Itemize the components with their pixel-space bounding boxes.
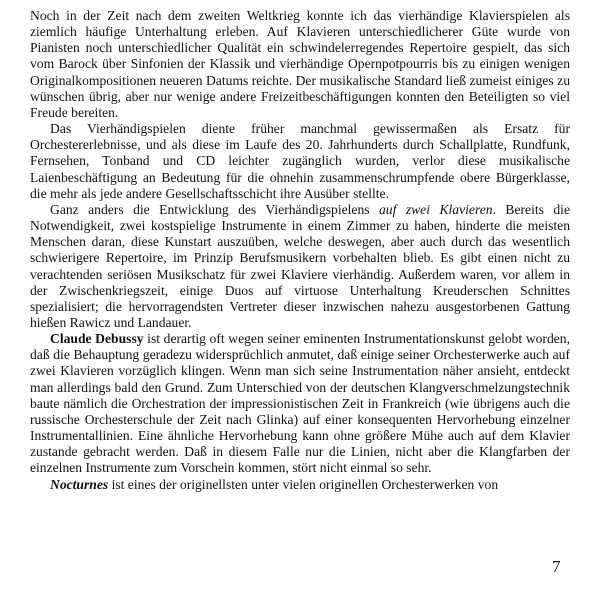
paragraph-2: Das Vierhändigspielen diente früher manchmal gewissermaßen als Ersatz für Orchestererlebnisse, und als diese im Laufe des 20. Jahrhunderts durch Schallplatte, Rundfunk, Fernsehen, Tonband und CD leichter zugänglich wurden, verlor diese musikalische Laienbeschäftigung an Bedeutung für die ohnehin zusammenschrumpfende obere Bürgerklasse, die mehr als jede andere Gesellschaftsschicht ihre Ausüber stellte. (30, 121, 570, 201)
paragraph-1: Noch in der Zeit nach dem zweiten Weltkrieg konnte ich das vierhändige Klavierspielen als ziemlich häufige Unterhaltung erleben. Auf Klavieren unterschiedlicherer Güte wurde von Pianisten noch unterschiedlicher Qualität ein schwindelerregendes Repertoire gespielt, das sich vom Barock über Sinfonien der Klassik und vierhändige Opernpotpourris bis zu einigen wenigen Originalkompositionen neueren Datums reichte. Der musikalische Standard ließ zumeist einiges zu wünschen übrig, aber nur wenige andere Freizeitbeschäftigungen konnten den Beteiligten so viel Freude bereiten. (30, 8, 570, 120)
document-page (30, 8, 570, 493)
paragraph-3-text-end: . Bereits die Notwendigkeit, zwei kostspielige Instrumente in einem Zimmer zu haben, hinderte die meisten Menschen daran, diese Kunstart auszuüben, welche deswegen, aber auch durch das wesentlich schwierigere Repertoire, im Prinzip Berufsmusikern vorbehalten blieb. Es gibt einen nicht zu verachtenden seriösen Musikschatz für zwei Klaviere vierhändig. Außerdem waren, vor allem in der Zwischenkriegszeit, einige Duos auf virtuose Unterhaltung Kreuderschen Schnittes spezialisiert; die hervorragendsten Vertreter dieser inzwischen nahezu ausgestorbenen Gattung hießen Rawicz und Landauer. (30, 201, 570, 330)
paragraph-4 (30, 331, 570, 476)
paragraph-3-emphasis: auf zwei Klavieren (379, 201, 493, 217)
paragraph-4-text: ist derartig oft wegen seiner eminenten Instrumentationskunst gelobt worden, daß die Behauptung geradezu widersprüchlich anmutet, daß einige seiner Orchesterwerke auch auf zwei Klavieren vorzüglich klingen. Wenn man sich seine Instrumentation näher ansieht, entdeckt man allerdings bald den Grund. Zum Unterschied von der deutschen Klangverschmelzungstechnik baute nämlich die Orchestration der impressionistischen Zeit in Frankreich (wie übrigens auch die russische Orchesterschule der Zeit nach Glinka) auf einer konsequenten Hervorhebung einzelner Instrumentallinien. Eine ähnliche Hervorhebung kann ohne größere Mühe auch auf dem Klavier zustande gebracht werden. Daß in diesem Falle nur die Linien, nicht aber die Klangfarben der einzelnen Instrumente zum Vorschein kommen, stört nicht einmal so sehr. (30, 331, 570, 476)
paragraph-5-text: ist eines der originellsten unter vielen originellen Orchesterwerken von (108, 476, 499, 492)
paragraph-5 (30, 477, 570, 493)
paragraph-3-text-start: Ganz anders die Entwicklung des Vierhändigspielens (50, 201, 379, 217)
paragraph-3 (30, 202, 570, 331)
page-number: 7 (552, 557, 561, 576)
work-title: Nocturnes (50, 476, 109, 492)
composer-name: Claude Debussy (50, 331, 144, 347)
